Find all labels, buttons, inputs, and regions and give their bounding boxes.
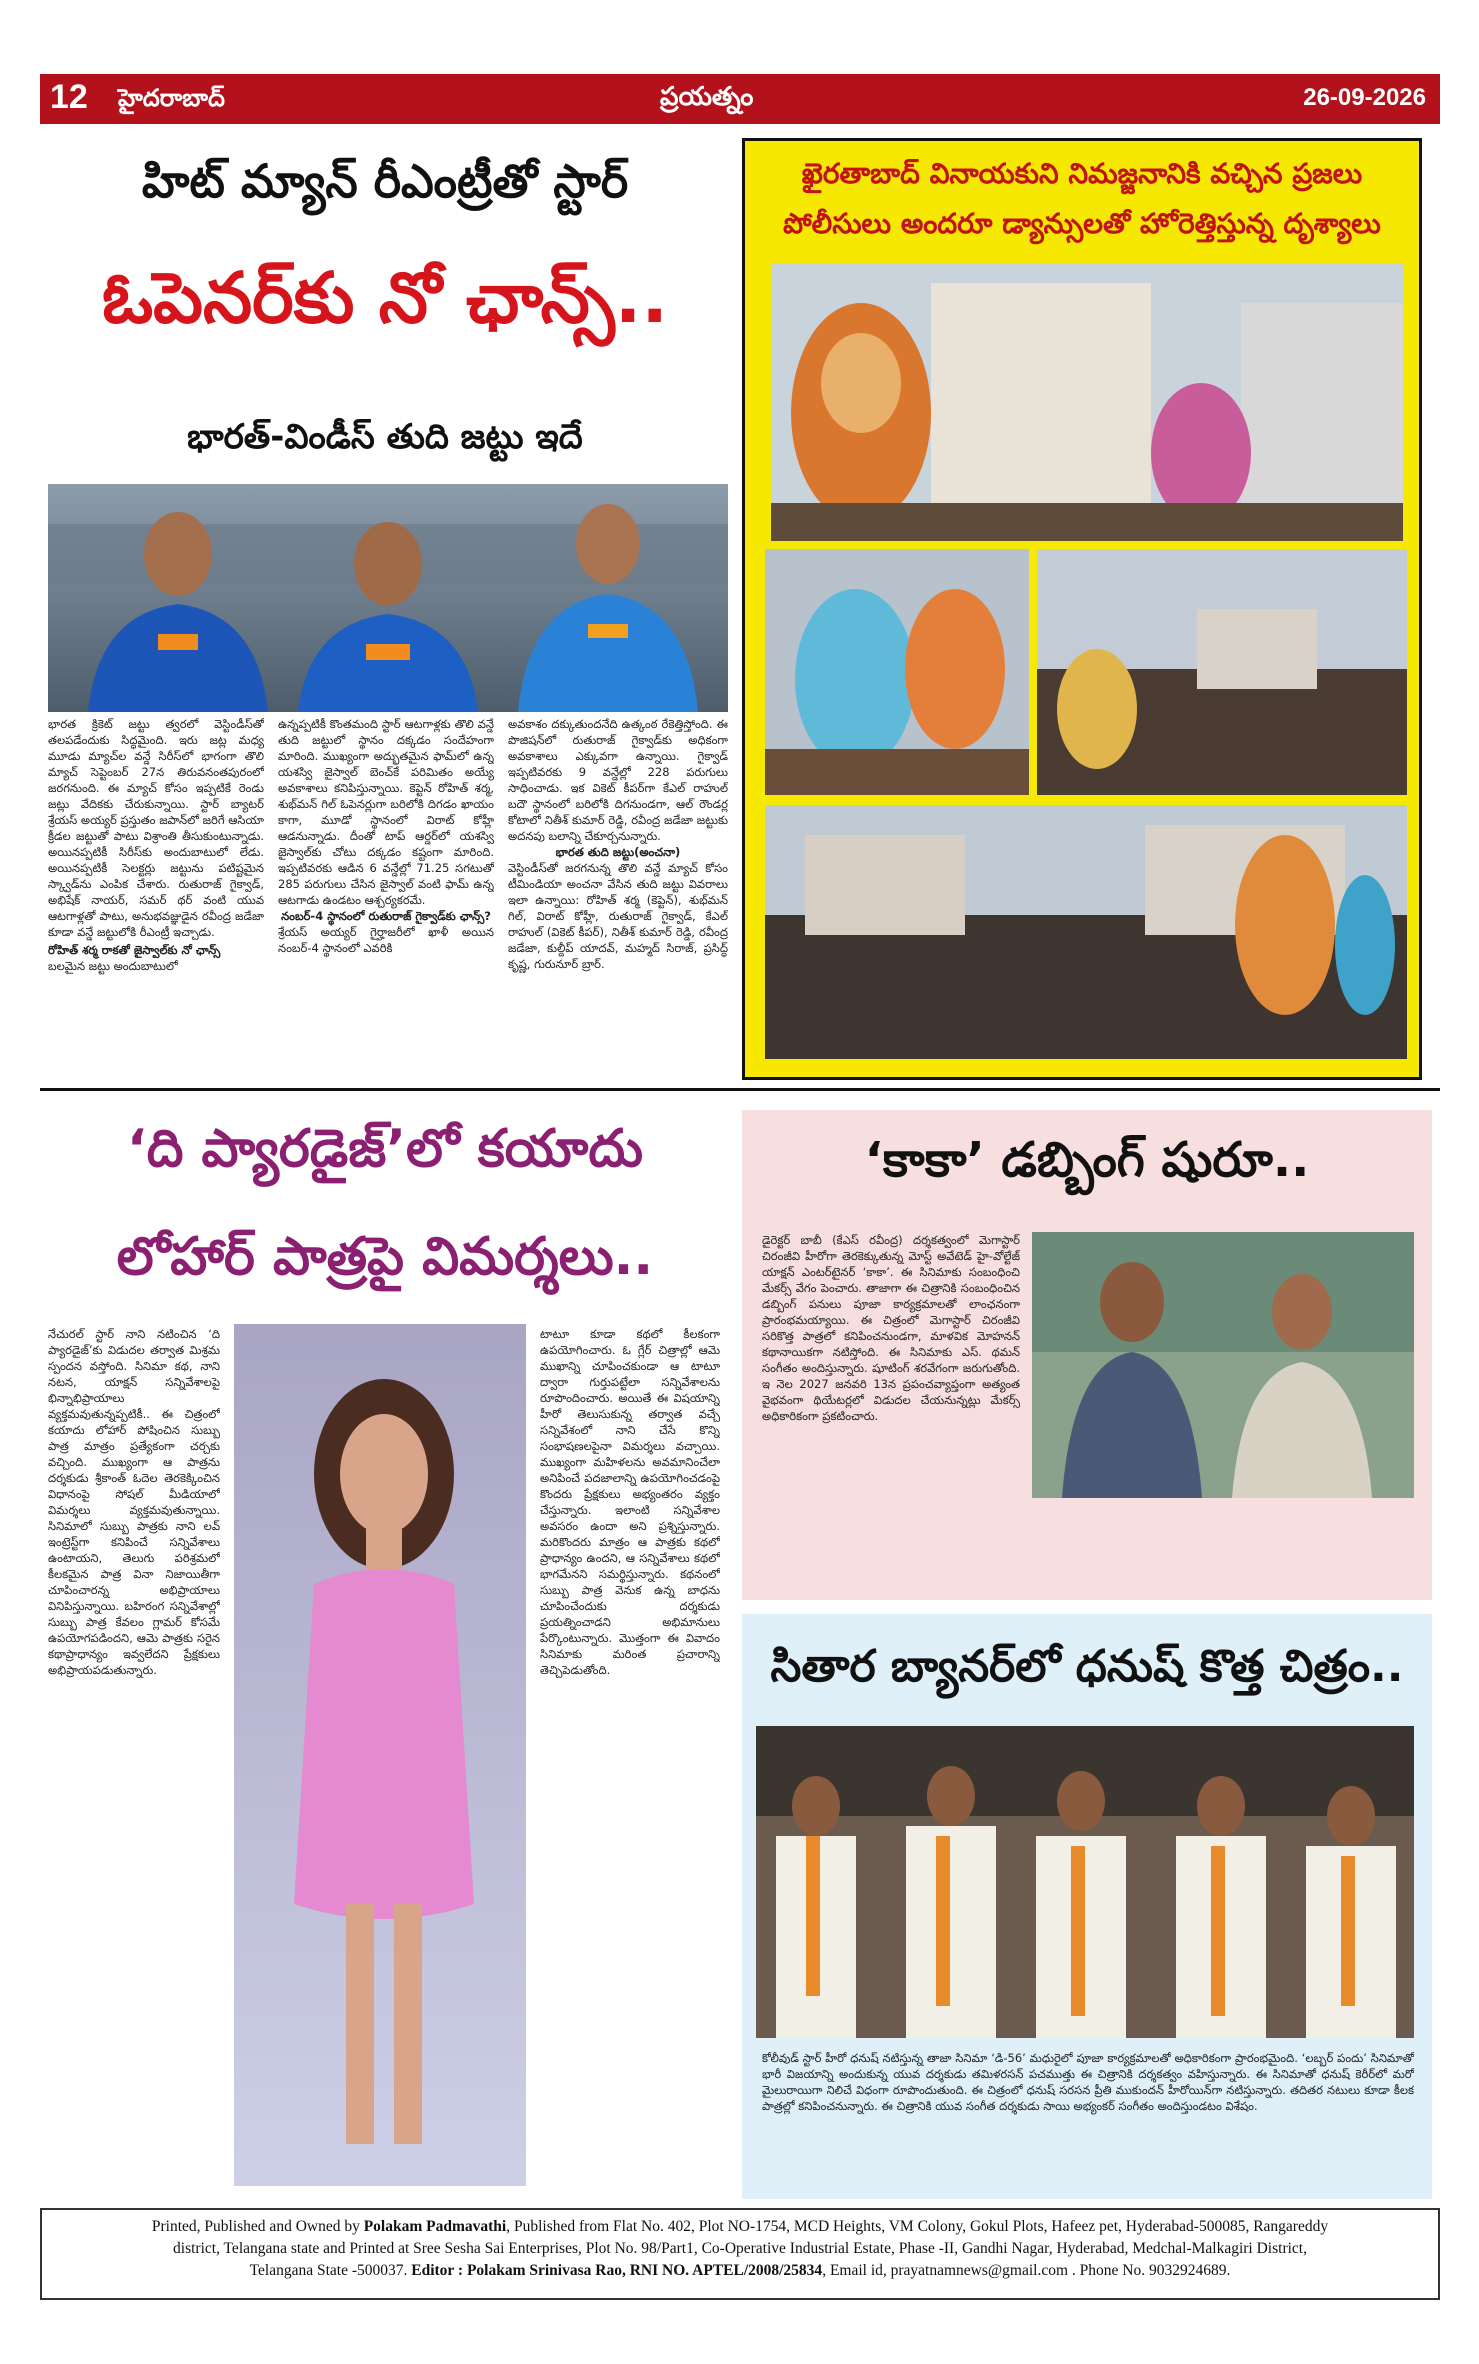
paradise-col-2: టాటూ కూడా కథలో కీలకంగా ఉపయోగించారు. ఓ గ్లేర్ చిత్రాల్లో ఆమె ముఖాన్ని చూపించకుండా ఆ టాటూ ద్వారా గుర్తుపట్టేలా సన్నివేశాలను రూపొందించారు. అయితే ఈ విషయాన్ని హీరో తెలుసుకున్న తర్వాత వచ్చే సన్నివేశంలో నాని చేసే కొన్ని సంభాషణలపైనా విమర్శలు వచ్చాయి. ముఖ్యంగా మహిళలను అవమానించేలా అనిపించే పదజాలాన్ని ఉపయోగించడంపై కొందరు ప్రేక్షకులు అభ్యంతరం వ్యక్తం చేస్తున్నారు. ఇలాంటి సన్నివేశాల అవసరం ఉందా అని ప్రశ్నిస్తున్నారు. మరికొందరు మాత్రం ఆ పాత్రకు కథలో ప్రాధాన్యం ఉందని, ఆ సన్నివేశాలు కథలో భాగమేనని సమర్థిస్తున్నారు. కథనంలో సుబ్బు పాత్ర వెనుక ఉన్న బాధను చూపించేందుకు దర్శకుడు ప్రయత్నించాడని అభిమానులు పేర్కొంటున్నారు. మొత్తంగా ఈ వివాదం సినిమాకు మరింత ప్రచారాన్ని తెచ్చిపెడుతోంది. xyxy=(540,1327,720,1677)
imprint-line-1 xyxy=(62,2216,1418,2238)
sithara-body: కోలీవుడ్ స్టార్ హీరో ధనుష్ నటిస్తున్న తాజా సినిమా ‘డి-56’ మధురైలో పూజా కార్యక్రమాలతో అధికారికంగా ప్రారంభమైంది. ‘లబ్బర్ పందు’ సినిమాతో భారీ విజయాన్ని అందుకున్న యువ దర్శకుడు తమిళరసన్ పచముత్తు ఈ చిత్రానికి దర్శకత్వం వహిస్తున్నారు. ఈ సినిమాతో ధనుష్ కెరీర్‌లో మరో మైలురాయిగా నిలిచే విధంగా రూపొందుతుంది. ఈ చిత్రంలో ధనుష్ సరసన ప్రీతి ముకుందన్ హీరోయిన్‌గా నటిస్తున్నారు. తదితర నటులు కూడా కీలక పాత్రల్లో కనిపించనున్నారు. ఈ చిత్రానికి యువ సంగీత దర్శకుడు సాయి అభ్యంకర్ సంగీతం అందిస్తుండటం విశేషం. xyxy=(762,2051,1414,2113)
cricket-players-image xyxy=(48,484,728,712)
cricket-subheadline: భారత్-విండీస్ తుది జట్టు ఇదే xyxy=(187,417,583,457)
ganesh-photo-1-image xyxy=(771,263,1403,541)
page-header xyxy=(40,74,1440,124)
actress-photo xyxy=(234,1324,526,2186)
cricket-col3-subhead: భారత తుది జట్టు(అంచనా) xyxy=(555,845,681,859)
kaka-photo xyxy=(1032,1232,1414,1498)
sithara-box xyxy=(742,1614,1432,2199)
paradise-headline-2: లోహార్ పాత్రపై విమర్శలు.. xyxy=(116,1227,654,1287)
cricket-col1-subhead: రోహిత్ శర్మ రాకతో జైస్వాల్‌కు నో ఛాన్స్ xyxy=(48,943,221,957)
ganesh-title xyxy=(745,141,1419,249)
cricket-headline-2: ఓపెనర్‌కు నో ఛాన్స్.. xyxy=(102,257,668,339)
cricket-col2-text: ఉన్నప్పటికీ కొంతమంది స్టార్ ఆటగాళ్లకు తొలి వన్డే తుది జట్టులో స్థానం దక్కడం సందేహంగా మారింది. ముఖ్యంగా అద్భుతమైన ఫామ్‌లో ఉన్న యశస్వి జైస్వాల్ బెంచ్‌కే పరిమితం అయ్యే అవకాశాలు కనిపిస్తున్నాయి. కెప్టెన్ రోహిత్ శర్మ, శుభ్‌మన్ గిల్ ఓపెనర్లుగా బరిలోకి దిగడం ఖాయం కాగా, మూడో స్థానంలో విరాట్ కోహ్లీ ఆడనున్నాడు. దీంతో టాప్ ఆర్డర్‌లో యశస్వి జైస్వాల్‌కు చోటు దక్కడం కష్టంగా మారింది. ఇప్పటివరకు ఆడిన 6 వన్డేల్లో 71.25 సగటుతో 285 పరుగులు చేసిన జైస్వాల్ వంటి ఫామ్ ఉన్న ఆటగాడు ఉండటం ఆశ్చర్యకరమే. xyxy=(278,717,494,907)
kaka-photo-image xyxy=(1032,1232,1414,1498)
imprint-editor: Editor : Polakam Srinivasa Rao, RNI NO. APTEL/2008/25834 xyxy=(411,2262,823,2279)
ganesh-photo-3 xyxy=(1037,549,1407,795)
imprint-owner: Polakam Padmavathi xyxy=(363,2218,507,2235)
paradise-col-1: నేచురల్ స్టార్ నాని నటించిన ‘ది ప్యారడైజ్’కు విడుదల తర్వాత మిశ్రమ స్పందన వస్తోంది. సినిమా కథ, నాని నటన, యాక్షన్ సన్నివేశాలపై భిన్నాభిప్రాయాలు వ్యక్తమవుతున్నప్పటికీ.. ఈ చిత్రంలో కయాదు లోహార్ పోషించిన సుబ్బు పాత్ర మాత్రం ప్రత్యేకంగా చర్చకు వచ్చింది. ముఖ్యంగా ఆ పాత్రను దర్శకుడు శ్రీకాంత్ ఓదెల తెరకెక్కించిన విధానంపై సోషల్ మీడియాలో విమర్శలు వ్యక్తమవుతున్నాయి. సినిమాలో సుబ్బు పాత్రకు నాని లవ్ ఇంట్రెస్ట్‌గా కనిపించే సన్నివేశాలు ఉంటాయని, తెలుగు పరిశ్రమలో కీలకమైన పాత్ర వినా నిజాయితీగా చూపించారన్న అభిప్రాయాలు వినిపిస్తున్నాయి. బహిరంగ సన్నివేశాల్లో సుబ్బు పాత్ర కేవలం గ్లామర్ కోసమే ఉపయోగపడిందని, ఆమె పాత్రకు సరైన కథాప్రాధాన్యం ఇవ్వలేదని ప్రేక్షకులు అభిప్రాయపడుతున్నారు. xyxy=(48,1327,220,1677)
kaka-body-left: డైరెక్టర్ బాబీ (కేఎస్ రవీంద్ర) దర్శకత్వంలో మెగాస్టార్ చిరంజీవి హీరోగా తెరకెక్కుతున్న మోస్ట్ అవేటెడ్ హై-వోల్టేజ్ యాక్షన్ ఎంటర్‌టైనర్ ‘కాకా’. ఈ సినిమాకు సంబంధించి మేకర్స్ వేగం పెంచారు. తాజాగా ఈ చిత్రానికి సంబంధించిన డబ్బింగ్ పనులు పూజా కార్యక్రమాలతో లాంఛనంగా ప్రారంభమయ్యాయి. ఈ చిత్రంలో మెగాస్టార్ చిరంజీవి సరికొత్త పాత్రలో కనిపించనుండగా, మాళవిక మోహనన్ కథానాయికగా నటిస్తోంది. ఈ సినిమాకు ఎస్. థమన్ సంగీతం అందిస్తున్నారు. షూటింగ్ శరవేగంగా జరుగుతోంది. ఇ నెల 2027 జనవరి 13న ప్రపంచవ్యాప్తంగా అత్యంత వైభవంగా థియేటర్లలో విడుదల చేయనున్నట్లు మేకర్స్ అధికారికంగా ప్రకటించారు. xyxy=(762,1233,1020,1423)
ganesh-immersion-box xyxy=(742,138,1422,1080)
cricket-col-3 xyxy=(508,716,728,1076)
cricket-headline-1: హిట్ మ్యాన్ రీఎంట్రీతో స్టార్ xyxy=(141,154,629,208)
paradise-headline-1: ‘ది ప్యారడైజ్’లో కయాదు xyxy=(126,1119,644,1179)
ganesh-photo-2 xyxy=(765,549,1029,795)
actress-photo-image xyxy=(234,1324,526,2186)
ganesh-title-line1: ఖైరతాబాద్ వినాయకుని నిమజ్జనానికి వచ్చిన ప్రజలు xyxy=(801,157,1363,190)
sithara-photo-image xyxy=(756,1726,1414,2038)
ganesh-photo-3-image xyxy=(1037,549,1407,795)
cricket-players-photo xyxy=(48,484,728,712)
imprint-line3-post: , Email id, prayatnamnews@gmail.com . Phone No. 9032924689. xyxy=(822,2262,1231,2279)
cricket-col-2 xyxy=(278,716,494,1076)
cricket-col1-text: భారత క్రికెట్ జట్టు త్వరలో వెస్టిండీస్‌తో తలపడేందుకు సిద్ధమైంది. ఇరు జట్ల మధ్య మూడు మ్యాచ్‌ల వన్డే సిరీస్‌లో భాగంగా తొలి మ్యాచ్ సెప్టెంబర్ 27న తిరువనంతపురంలో జరగనుంది. ఈ మ్యాచ్ కోసం ఇప్పటికే రెండు జట్లు వేదికకు చేరుకున్నాయి. స్టార్ బ్యాటర్ శ్రేయస్ అయ్యర్ ప్రస్తుతం జపాన్‌లో జరిగే ఆసియా క్రీడల జట్టుతో పాటు విశ్రాంతి తీసుకుంటున్నాడు. అయినప్పటికీ సిరీస్‌కు అందుబాటులో లేడు. అయినప్పటికీ సెలక్టర్లు జట్టును పటిష్టమైన స్క్వాడ్‌ను ఎంపిక చేశారు. రుతురాజ్ గైక్వాడ్, అభిషేక్ నాయర్, సమర్ థర్ వంటి యువ ఆటగాళ్లతో పాటు, అనుభవజ్ఞుడైన రవీంద్ర జడేజా కూడా వన్డే జట్టులోకి రీఎంట్రీ ఇచ్చాడు. xyxy=(48,717,264,939)
ganesh-photo-1 xyxy=(771,263,1403,541)
edition-city: హైదరాబాద్ xyxy=(118,84,225,112)
issue-date: 26-09-2026 xyxy=(1303,84,1426,111)
cricket-col-1 xyxy=(48,716,264,1076)
sithara-photo xyxy=(756,1726,1414,2038)
imprint-line-3 xyxy=(62,2260,1418,2282)
imprint-line1-post: , Published from Flat No. 402, Plot NO-1754, MCD Heights, VM Colony, Gokul Plots, Hafeez pet, Hyderabad-500085, Rangareddy xyxy=(506,2218,1329,2235)
ganesh-photo-4-image xyxy=(765,805,1407,1059)
sithara-headline: సితార బ్యానర్‌లో ధనుష్ కొత్త చిత్రం.. xyxy=(770,1641,1404,1692)
kaka-box xyxy=(742,1110,1432,1600)
page-number: 12 xyxy=(50,78,88,116)
imprint-line1-pre: Printed, Published and Owned by xyxy=(151,2218,364,2235)
ganesh-title-line2: పోలీసులు అందరూ డ్యాన్సులతో హోరెత్తిస్తున్న దృశ్యాలు xyxy=(783,207,1381,240)
cricket-col3-body: వెస్టిండీస్‌తో జరగనున్న తొలి వన్డే మ్యాచ్ కోసం టీమిండియా అంచనా వేసిన తుది జట్టు వివరాలు ఇలా ఉన్నాయి: రోహిత్ శర్మ (కెప్టెన్), శుభ్‌మన్ గిల్, విరాట్ కోహ్లీ, రుతురాజ్ గైక్వాడ్, కేఎల్ రాహుల్ (వికెట్ కీపర్), నితీశ్ కుమార్ రెడ్డి, రవీంద్ర జడేజా, కుల్దీప్ యాదవ్, మహ్మద్ సిరాజ్, ప్రసిద్ధ్ కృష్ణ, గురునూర్ బ్రార్. xyxy=(508,861,728,971)
section-divider xyxy=(40,1088,1440,1091)
kaka-headline: ‘కాకా’ డబ్బింగ్ షురూ.. xyxy=(864,1132,1310,1188)
cricket-col3-text: అవకాశం దక్కుతుందనేది ఉత్కంఠ రేకెత్తిస్తోంది. ఈ పొజిషన్‌లో రుతురాజ్ గైక్వాడ్‌కు అధికంగా అవకాశాలు ఎక్కువగా ఉన్నాయి. గైక్వాడ్ ఇప్పటివరకు 9 వన్డేల్లో 228 పరుగులు సాధించాడు. ఇక వికెట్ కీపర్‌గా కేఎల్ రాహుల్ బదౌ స్థానంలో బరిలోకి దిగనుండగా, ఆల్ రౌండర్ల కోటాలో నితీశ్ కుమార్ రెడ్డి, రవీంద్ర జడేజా జట్టుకు అదనపు బలాన్ని చేకూర్చనున్నారు. xyxy=(508,717,728,843)
ganesh-photo-4 xyxy=(765,805,1407,1059)
ganesh-photo-2-image xyxy=(765,549,1029,795)
imprint-line3-pre: Telangana State -500037. xyxy=(249,2262,412,2279)
imprint-footer xyxy=(40,2208,1440,2300)
cricket-col2-subhead: నంబర్-4 స్థానంలో రుతురాజ్ గైక్వాడ్‌కు ఛాన్స్? xyxy=(281,909,491,923)
imprint-line-2: district, Telangana state and Printed at Sree Sesha Sai Enterprises, Plot No. 98/Part1, Co-Operative Industrial Estate, Phase -II, Gandhi Nagar, Hyderabad, Medchal-Malkagiri District, xyxy=(173,2240,1307,2257)
masthead-logo: ప్రయత్నం xyxy=(660,82,754,112)
cricket-col2-tail: శ్రేయస్ అయ్యర్ గైర్హాజరీలో ఖాళీ అయిన నంబర్-4 స్థానంలో ఎవరికి xyxy=(278,925,494,955)
cricket-col1-tail: బలమైన జట్టు అందుబాటులో xyxy=(48,959,178,973)
